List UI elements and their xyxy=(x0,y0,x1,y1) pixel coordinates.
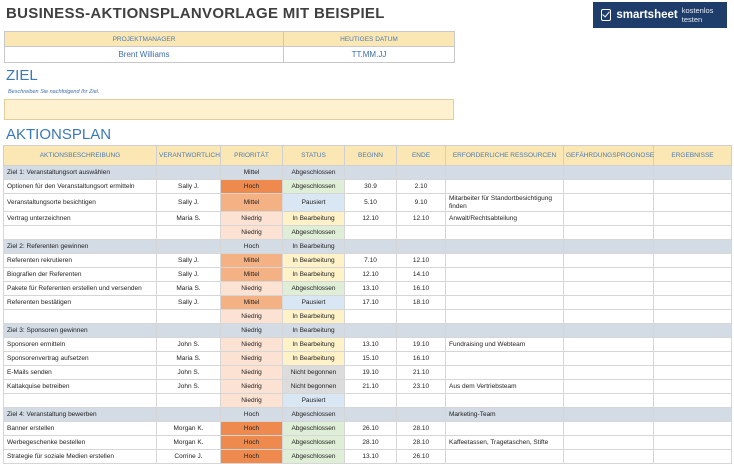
owner-cell[interactable]: Corrine J. xyxy=(157,450,221,464)
risk-cell[interactable] xyxy=(564,310,654,324)
end-cell[interactable]: 9.10 xyxy=(397,194,446,212)
description-cell[interactable]: Sponsoren ermitteln xyxy=(4,338,157,352)
table-row xyxy=(4,450,732,464)
risk-cell[interactable] xyxy=(564,436,654,450)
results-cell[interactable] xyxy=(654,296,732,310)
resources-cell[interactable] xyxy=(446,422,564,436)
start-cell[interactable]: 5.10 xyxy=(345,194,397,212)
end-cell[interactable]: 26.10 xyxy=(397,450,446,464)
table-row xyxy=(4,338,732,352)
section-row xyxy=(4,324,732,338)
status-cell[interactable]: In Bearbeitung xyxy=(283,268,345,282)
owner-cell[interactable]: John S. xyxy=(157,338,221,352)
results-cell[interactable] xyxy=(654,240,732,254)
col-header-end: ENDE xyxy=(397,146,446,166)
risk-cell[interactable] xyxy=(564,352,654,366)
priority-cell[interactable]: Hoch xyxy=(221,450,283,464)
results-cell[interactable] xyxy=(654,212,732,226)
end-cell[interactable] xyxy=(397,310,446,324)
project-manager-cell[interactable]: Brent Williams xyxy=(5,47,284,63)
resources-cell[interactable] xyxy=(446,394,564,408)
owner-cell[interactable] xyxy=(157,310,221,324)
results-cell[interactable] xyxy=(654,436,732,450)
status-cell[interactable]: Abgeschlossen xyxy=(283,422,345,436)
checkmark-logo-icon xyxy=(601,9,611,21)
col-header-priority: PRIORITÄT xyxy=(221,146,283,166)
priority-cell[interactable]: Niedrig xyxy=(221,226,283,240)
start-cell[interactable]: 12.10 xyxy=(345,212,397,226)
table-row xyxy=(4,436,732,450)
description-cell[interactable]: Ziel 2: Referenten gewinnen xyxy=(4,240,157,254)
start-cell[interactable] xyxy=(345,226,397,240)
description-cell[interactable]: Strategie für soziale Medien erstellen xyxy=(4,450,157,464)
table-row xyxy=(4,366,732,380)
start-cell[interactable] xyxy=(345,240,397,254)
risk-cell[interactable] xyxy=(564,380,654,394)
results-cell[interactable] xyxy=(654,268,732,282)
description-cell[interactable]: E-Mails senden xyxy=(4,366,157,380)
resources-cell[interactable] xyxy=(446,166,564,180)
start-cell[interactable]: 13.10 xyxy=(345,282,397,296)
end-cell[interactable] xyxy=(397,324,446,338)
table-header-row xyxy=(4,146,732,166)
start-cell[interactable]: 28.10 xyxy=(345,436,397,450)
results-cell[interactable] xyxy=(654,338,732,352)
status-cell[interactable]: Abgeschlossen xyxy=(283,436,345,450)
status-cell[interactable]: In Bearbeitung xyxy=(283,324,345,338)
priority-cell[interactable]: Hoch xyxy=(221,408,283,422)
results-cell[interactable] xyxy=(654,450,732,464)
resources-cell[interactable]: Mitarbeiter für Standortbesichtigung finden xyxy=(446,194,564,212)
owner-cell[interactable]: Sally J. xyxy=(157,296,221,310)
start-cell[interactable] xyxy=(345,310,397,324)
description-cell[interactable]: Biografien der Referenten xyxy=(4,268,157,282)
start-cell[interactable] xyxy=(345,394,397,408)
results-cell[interactable] xyxy=(654,366,732,380)
resources-cell[interactable] xyxy=(446,268,564,282)
col-header-description: AKTIONSBESCHREIBUNG xyxy=(4,146,157,166)
table-row xyxy=(4,180,732,194)
priority-cell[interactable]: Hoch xyxy=(221,422,283,436)
owner-cell[interactable] xyxy=(157,394,221,408)
owner-cell[interactable] xyxy=(157,240,221,254)
end-cell[interactable]: 28.10 xyxy=(397,436,446,450)
description-cell[interactable]: Veranstaltungsorte besichtigen xyxy=(4,194,157,212)
action-plan-table xyxy=(3,145,732,464)
risk-cell[interactable] xyxy=(564,450,654,464)
start-cell[interactable]: 19.10 xyxy=(345,366,397,380)
status-cell[interactable]: Abgeschlossen xyxy=(283,282,345,296)
risk-cell[interactable] xyxy=(564,422,654,436)
risk-cell[interactable] xyxy=(564,366,654,380)
risk-cell[interactable] xyxy=(564,296,654,310)
end-cell[interactable]: 21.10 xyxy=(397,366,446,380)
table-row xyxy=(4,212,732,226)
results-cell[interactable] xyxy=(654,254,732,268)
start-cell[interactable]: 15.10 xyxy=(345,352,397,366)
results-cell[interactable] xyxy=(654,282,732,296)
end-cell[interactable]: 14.10 xyxy=(397,268,446,282)
results-cell[interactable] xyxy=(654,194,732,212)
risk-cell[interactable] xyxy=(564,268,654,282)
results-cell[interactable] xyxy=(654,394,732,408)
owner-cell[interactable]: Sally J. xyxy=(157,254,221,268)
aktionsplan-heading: AKTIONSPLAN xyxy=(6,126,112,143)
priority-cell[interactable]: Hoch xyxy=(221,180,283,194)
risk-cell[interactable] xyxy=(564,394,654,408)
resources-cell[interactable]: Anwalt/Rechtsabteilung xyxy=(446,212,564,226)
owner-cell[interactable]: Maria S. xyxy=(157,212,221,226)
status-cell[interactable]: Abgeschlossen xyxy=(283,450,345,464)
status-cell[interactable]: In Bearbeitung xyxy=(283,254,345,268)
resources-cell[interactable]: Aus dem Vertriebsteam xyxy=(446,380,564,394)
section-row xyxy=(4,166,732,180)
resources-cell[interactable]: Marketing-Team xyxy=(446,408,564,422)
description-cell[interactable]: Referenten bestätigen xyxy=(4,296,157,310)
start-cell[interactable]: 13.10 xyxy=(345,450,397,464)
section-row xyxy=(4,240,732,254)
resources-cell[interactable] xyxy=(446,180,564,194)
table-row xyxy=(4,268,732,282)
risk-cell[interactable] xyxy=(564,212,654,226)
status-cell[interactable]: In Bearbeitung xyxy=(283,240,345,254)
resources-cell[interactable] xyxy=(446,352,564,366)
status-cell[interactable]: Abgeschlossen xyxy=(283,180,345,194)
table-row xyxy=(4,194,732,212)
description-cell[interactable]: Pakete für Referenten erstellen und versenden xyxy=(4,282,157,296)
results-cell[interactable] xyxy=(654,352,732,366)
table-row xyxy=(4,352,732,366)
description-cell[interactable]: Kaltakquise betreiben xyxy=(4,380,157,394)
description-cell[interactable] xyxy=(4,394,157,408)
status-cell[interactable]: Pausiert xyxy=(283,394,345,408)
start-cell[interactable]: 17.10 xyxy=(345,296,397,310)
owner-cell[interactable]: Maria S. xyxy=(157,282,221,296)
project-info-table xyxy=(4,31,455,63)
resources-cell[interactable] xyxy=(446,450,564,464)
risk-cell[interactable] xyxy=(564,240,654,254)
owner-cell[interactable]: Morgan K. xyxy=(157,436,221,450)
col-header-status: STATUS xyxy=(283,146,345,166)
section-row xyxy=(4,408,732,422)
results-cell[interactable] xyxy=(654,324,732,338)
table-row xyxy=(4,380,732,394)
resources-cell[interactable] xyxy=(446,324,564,338)
description-cell[interactable]: Ziel 4: Veranstaltung bewerben xyxy=(4,408,157,422)
risk-cell[interactable] xyxy=(564,226,654,240)
start-cell[interactable] xyxy=(345,166,397,180)
end-cell[interactable]: 12.10 xyxy=(397,212,446,226)
page-title: BUSINESS-AKTIONSPLANVORLAGE MIT BEISPIEL xyxy=(6,5,385,22)
start-cell[interactable] xyxy=(345,324,397,338)
description-cell[interactable]: Vertrag unterzeichnen xyxy=(4,212,157,226)
resources-cell[interactable] xyxy=(446,296,564,310)
priority-cell[interactable]: Mittel xyxy=(221,296,283,310)
description-cell[interactable]: Ziel 3: Sponsoren gewinnen xyxy=(4,324,157,338)
results-cell[interactable] xyxy=(654,180,732,194)
owner-cell[interactable] xyxy=(157,324,221,338)
owner-cell[interactable]: Sally J. xyxy=(157,194,221,212)
risk-cell[interactable] xyxy=(564,166,654,180)
results-cell[interactable] xyxy=(654,166,732,180)
end-cell[interactable] xyxy=(397,226,446,240)
priority-cell[interactable]: Niedrig xyxy=(221,366,283,380)
priority-cell[interactable]: Niedrig xyxy=(221,212,283,226)
end-cell[interactable]: 16.10 xyxy=(397,352,446,366)
description-cell[interactable]: Werbegeschenke bestellen xyxy=(4,436,157,450)
table-row xyxy=(4,296,732,310)
results-cell[interactable] xyxy=(654,408,732,422)
end-cell[interactable]: 16.10 xyxy=(397,282,446,296)
priority-cell[interactable]: Hoch xyxy=(221,436,283,450)
status-cell[interactable]: Nicht begonnen xyxy=(283,380,345,394)
description-cell[interactable]: Ziel 1: Veranstaltungsort auswählen xyxy=(4,166,157,180)
priority-cell[interactable]: Niedrig xyxy=(221,338,283,352)
logo-brand: smartsheet xyxy=(616,9,678,21)
owner-cell[interactable] xyxy=(157,166,221,180)
resources-cell[interactable] xyxy=(446,254,564,268)
description-cell[interactable] xyxy=(4,310,157,324)
priority-cell[interactable]: Niedrig xyxy=(221,324,283,338)
table-row xyxy=(4,226,732,240)
resources-cell[interactable]: Fundraising und Webteam xyxy=(446,338,564,352)
start-cell[interactable]: 21.10 xyxy=(345,380,397,394)
risk-cell[interactable] xyxy=(564,408,654,422)
col-header-resources: ERFORDERLICHE RESSOURCEN xyxy=(446,146,564,166)
owner-cell[interactable]: Sally J. xyxy=(157,180,221,194)
table-row xyxy=(4,254,732,268)
risk-cell[interactable] xyxy=(564,194,654,212)
end-cell[interactable]: 19.10 xyxy=(397,338,446,352)
ziel-heading: ZIEL xyxy=(6,67,38,84)
status-cell[interactable]: Abgeschlossen xyxy=(283,408,345,422)
risk-cell[interactable] xyxy=(564,254,654,268)
priority-cell[interactable]: Niedrig xyxy=(221,352,283,366)
priority-cell[interactable]: Niedrig xyxy=(221,380,283,394)
today-date-label: HEUTIGES DATUM xyxy=(284,32,455,47)
end-cell[interactable] xyxy=(397,166,446,180)
risk-cell[interactable] xyxy=(564,282,654,296)
owner-cell[interactable]: Maria S. xyxy=(157,352,221,366)
description-cell[interactable] xyxy=(4,226,157,240)
resources-cell[interactable] xyxy=(446,240,564,254)
resources-cell[interactable] xyxy=(446,282,564,296)
owner-cell[interactable]: Sally J. xyxy=(157,268,221,282)
end-cell[interactable]: 28.10 xyxy=(397,422,446,436)
status-cell[interactable]: Nicht begonnen xyxy=(283,366,345,380)
smartsheet-trial-button[interactable] xyxy=(593,2,727,28)
start-cell[interactable]: 13.10 xyxy=(345,338,397,352)
today-date-cell[interactable]: TT.MM.JJ xyxy=(284,47,455,63)
resources-cell[interactable] xyxy=(446,366,564,380)
start-cell[interactable] xyxy=(345,408,397,422)
project-manager-label: PROJEKTMANAGER xyxy=(5,32,284,47)
end-cell[interactable] xyxy=(397,394,446,408)
results-cell[interactable] xyxy=(654,422,732,436)
end-cell[interactable]: 2.10 xyxy=(397,180,446,194)
status-cell[interactable]: In Bearbeitung xyxy=(283,352,345,366)
description-cell[interactable]: Optionen für den Veranstaltungsort ermitteln xyxy=(4,180,157,194)
table-row xyxy=(4,310,732,324)
results-cell[interactable] xyxy=(654,310,732,324)
status-cell[interactable]: In Bearbeitung xyxy=(283,212,345,226)
end-cell[interactable] xyxy=(397,240,446,254)
col-header-start: BEGINN xyxy=(345,146,397,166)
resources-cell[interactable] xyxy=(446,226,564,240)
owner-cell[interactable] xyxy=(157,226,221,240)
results-cell[interactable] xyxy=(654,380,732,394)
resources-cell[interactable] xyxy=(446,310,564,324)
resources-cell[interactable]: Kaffeetassen, Tragetaschen, Stifte xyxy=(446,436,564,450)
owner-cell[interactable]: Morgan K. xyxy=(157,422,221,436)
col-header-risk: GEFÄHRDUNGSPROGNOSE xyxy=(564,146,654,166)
col-header-owner: VERANTWORTLICH xyxy=(157,146,221,166)
priority-cell[interactable]: Niedrig xyxy=(221,394,283,408)
results-cell[interactable] xyxy=(654,226,732,240)
owner-cell[interactable]: John S. xyxy=(157,380,221,394)
owner-cell[interactable] xyxy=(157,408,221,422)
description-cell[interactable]: Banner erstellen xyxy=(4,422,157,436)
priority-cell[interactable]: Mittel xyxy=(221,166,283,180)
start-cell[interactable]: 26.10 xyxy=(345,422,397,436)
table-row xyxy=(4,282,732,296)
status-cell[interactable]: Abgeschlossen xyxy=(283,226,345,240)
priority-cell[interactable]: Mittel xyxy=(221,194,283,212)
start-cell[interactable]: 12.10 xyxy=(345,268,397,282)
end-cell[interactable]: 23.10 xyxy=(397,380,446,394)
status-cell[interactable]: Pausiert xyxy=(283,194,345,212)
risk-cell[interactable] xyxy=(564,324,654,338)
end-cell[interactable]: 18.10 xyxy=(397,296,446,310)
priority-cell[interactable]: Mittel xyxy=(221,254,283,268)
table-row xyxy=(4,394,732,408)
status-cell[interactable]: In Bearbeitung xyxy=(283,310,345,324)
description-cell[interactable]: Referenten rekrutieren xyxy=(4,254,157,268)
table-body xyxy=(4,166,732,464)
description-cell[interactable]: Sponsorenvertrag aufsetzen xyxy=(4,352,157,366)
risk-cell[interactable] xyxy=(564,180,654,194)
priority-cell[interactable]: Niedrig xyxy=(221,282,283,296)
end-cell[interactable] xyxy=(397,408,446,422)
logo-cta: kostenlos testen xyxy=(681,6,714,24)
owner-cell[interactable]: John S. xyxy=(157,366,221,380)
risk-cell[interactable] xyxy=(564,338,654,352)
priority-cell[interactable]: Mittel xyxy=(221,268,283,282)
end-cell[interactable]: 12.10 xyxy=(397,254,446,268)
ziel-input-cell[interactable] xyxy=(4,99,454,120)
ziel-hint: Beschreiben Sie nachfolgend Ihr Ziel. xyxy=(8,89,100,95)
start-cell[interactable]: 30.9 xyxy=(345,180,397,194)
status-cell[interactable]: Abgeschlossen xyxy=(283,166,345,180)
col-header-results: ERGEBNISSE xyxy=(654,146,732,166)
priority-cell[interactable]: Hoch xyxy=(221,240,283,254)
priority-cell[interactable]: Niedrig xyxy=(221,310,283,324)
table-row xyxy=(4,422,732,436)
start-cell[interactable]: 7.10 xyxy=(345,254,397,268)
status-cell[interactable]: Pausiert xyxy=(283,296,345,310)
status-cell[interactable]: In Bearbeitung xyxy=(283,338,345,352)
